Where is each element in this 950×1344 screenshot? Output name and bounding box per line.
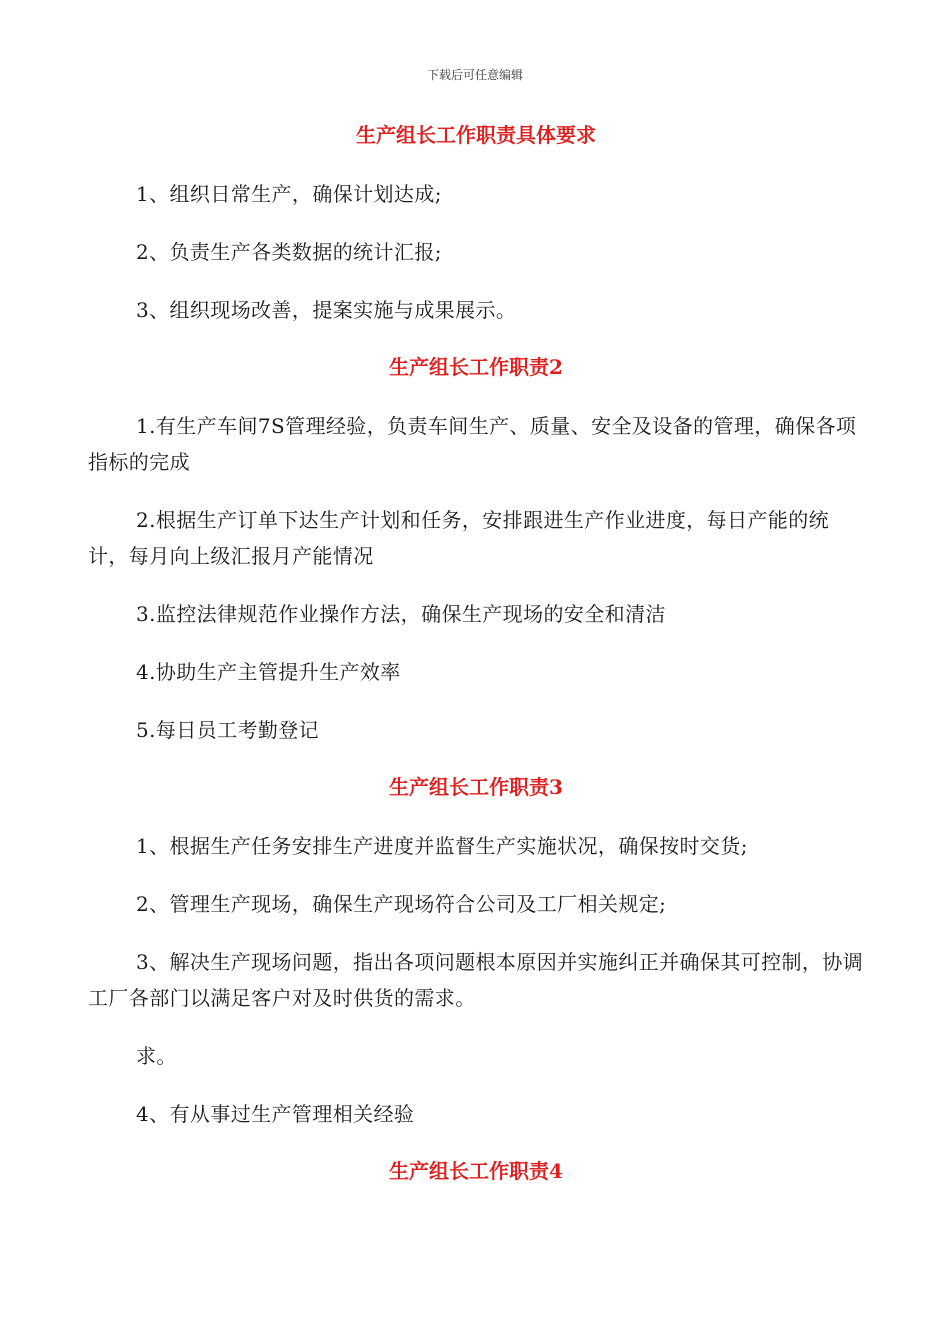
paragraph: 1、组织日常生产，确保计划达成; [136, 182, 442, 206]
paragraph: 2.根据生产订单下达生产计划和任务，安排跟进生产作业进度，每日产能的统计，每月向上级汇报月产能情况 [88, 508, 830, 568]
paragraph: 求。 [136, 1044, 177, 1068]
document-body [88, 118, 864, 1212]
section-2 [88, 350, 864, 748]
paragraph: 1.有生产车间7S管理经验，负责车间生产、质量、安全及设备的管理，确保各项指标的完成 [88, 414, 857, 474]
paragraph: 1、根据生产任务安排生产进度并监督生产实施状况，确保按时交货; [136, 834, 748, 858]
paragraph: 3、解决生产现场问题，指出各项问题根本原因并实施纠正并确保其可控制，协调工厂各部门以满足客户对及时供货的需求。 [88, 950, 864, 1010]
paragraph: 3、组织现场改善，提案实施与成果展示。 [136, 298, 517, 322]
section-1 [88, 118, 864, 328]
paragraph: 5.每日员工考勤登记 [136, 718, 320, 742]
paragraph: 4、有从事过生产管理相关经验 [136, 1102, 415, 1126]
section-title: 生产组长工作职责4 [389, 1159, 563, 1183]
paragraph: 3.监控法律规范作业操作方法，确保生产现场的安全和清洁 [136, 602, 666, 626]
paragraph: 4.协助生产主管提升生产效率 [136, 660, 401, 684]
section-title: 生产组长工作职责具体要求 [356, 123, 596, 147]
header-note: 下载后可任意编辑 [426, 68, 523, 82]
section-3 [88, 770, 864, 1132]
section-4 [88, 1154, 864, 1188]
paragraph: 2、管理生产现场，确保生产现场符合公司及工厂相关规定; [136, 892, 667, 916]
paragraph: 2、负责生产各类数据的统计汇报; [136, 240, 442, 264]
section-title: 生产组长工作职责2 [389, 355, 563, 379]
section-title: 生产组长工作职责3 [389, 775, 563, 799]
